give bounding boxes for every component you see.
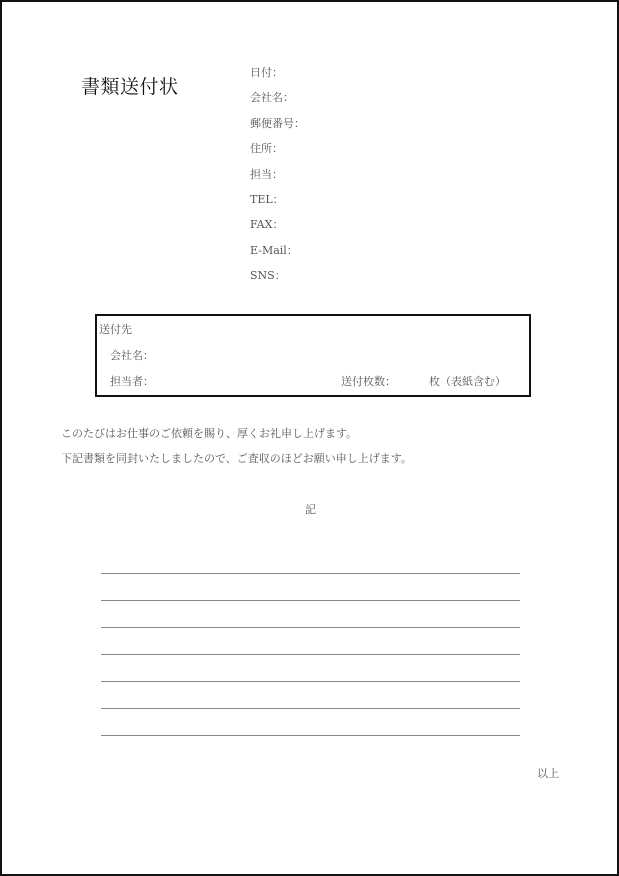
ruled-line: [101, 573, 520, 600]
recipient-box: [95, 314, 531, 397]
ruled-line: [101, 735, 520, 736]
body-line-enclosure: 下記書類を同封いたしましたので、ご査収のほどお願い申し上げます。: [61, 452, 412, 465]
body-text: [61, 424, 412, 474]
postal-code-field: 郵便番号：: [250, 116, 305, 130]
enclosure-lines: [101, 573, 520, 736]
recipient-person-label: 担当者：: [110, 375, 154, 388]
fax-field: FAX：: [250, 218, 284, 232]
sender-info: [250, 63, 305, 292]
recipient-company-label: 会社名：: [110, 349, 154, 362]
date-field: 日付：: [250, 66, 283, 79]
ruled-line: [101, 681, 520, 708]
ruled-line: [101, 708, 520, 735]
tel-field: TEL：: [250, 192, 284, 206]
ruled-line: [101, 654, 520, 681]
email-field: E-Mail：: [250, 243, 298, 257]
ki-heading: 記: [305, 503, 316, 516]
ruled-line: [101, 600, 520, 627]
document-title: 書類送付状: [81, 76, 179, 98]
address-field: 住所：: [250, 142, 283, 156]
body-line-thanks: このたびはお仕事のご依頼を賜り、厚くお礼申し上げます。: [61, 427, 358, 440]
sns-field: SNS：: [250, 269, 286, 283]
company-field: 会社名：: [250, 91, 294, 105]
page-count-label: 送付枚数：: [341, 375, 396, 388]
ruled-line: [101, 627, 520, 654]
page-count-unit: 枚（表紙含む）: [429, 375, 506, 388]
recipient-heading: 送付先: [99, 323, 132, 336]
contact-person-field: 担当：: [250, 167, 283, 181]
closing-text: 以上: [537, 767, 559, 780]
